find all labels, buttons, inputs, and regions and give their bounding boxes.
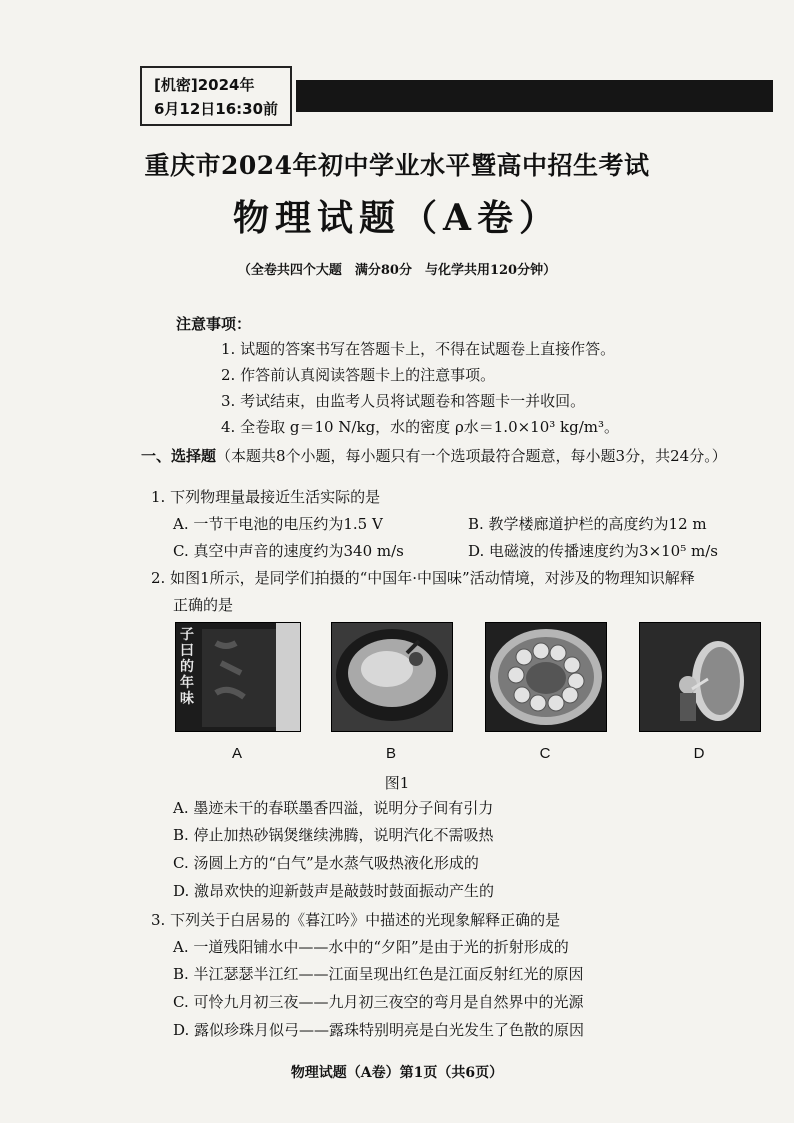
photo-label-d: D [693,745,705,762]
exam-meta: （全卷共四个大题 满分80分 与化学共用120分钟） [237,263,557,278]
photo-b-claypot [331,622,453,732]
q3-option-b: B. 半江瑟瑟半江红——江面呈现出红色是江面反射红光的原因 [173,965,584,983]
q3-option-d: D. 露似珍珠月似弓——露珠特别明亮是白光发生了色散的原因 [173,1021,585,1039]
photo-d-drum [639,622,761,732]
q1-option-a: A. 一节干电池的电压约为1.5 V [173,515,383,533]
section-title: 一、选择题 [141,447,217,465]
notice-item: 2. 作答前认真阅读答题卡上的注意事项。 [221,366,496,384]
question-1-stem: 1. 下列物理量最接近生活实际的是 [151,488,381,506]
question-2-stem: 2. 如图1所示，是同学们拍摄的“中国年·中国味”活动情境，对涉及的物理知识解释 [151,569,695,587]
notice-heading: 注意事项： [176,315,252,333]
header-black-bar [296,80,773,112]
q3-option-c: C. 可怜九月初三夜——九月初三夜空的弯月是自然界中的光源 [173,993,584,1011]
exam-title: 重庆市2024年初中学业水平暨高中招生考试 [144,151,650,180]
photo-label-b: B [385,745,396,762]
question-2-stem-cont: 正确的是 [173,596,234,614]
notice-item: 1. 试题的答案书写在答题卡上，不得在试题卷上直接作答。 [221,340,616,358]
confidential-line-1: [机密]2024年 [154,76,255,94]
q1-option-d: D. 电磁波的传播速度约为3×10⁵ m/s [468,542,718,560]
q2-option-b: B. 停止加热砂锅煲继续沸腾，说明汽化不需吸热 [173,826,494,844]
q1-option-b: B. 教学楼廊道护栏的高度约为12 m [468,515,707,533]
q2-option-a: A. 墨迹未干的春联墨香四溢，说明分子间有引力 [173,799,494,817]
photo-label-c: C [539,745,551,762]
couplet-text: 子曰的年味 [180,627,194,707]
photo-label-a: A [231,745,242,762]
question-3-stem: 3. 下列关于白居易的《暮江吟》中描述的光现象解释正确的是 [151,911,561,929]
page-footer: 物理试题（A卷）第1页（共6页） [290,1065,504,1081]
q2-option-c: C. 汤圆上方的“白气”是水蒸气吸热液化形成的 [173,854,479,872]
photo-a-couplet [175,622,301,732]
photo-c-tangyuan [485,622,607,732]
section-description: （本题共8个小题，每小题只有一个选项最符合题意，每小题3分，共24分。） [216,447,727,465]
notice-item: 4. 全卷取 g＝10 N/kg，水的密度 ρ水＝1.0×10³ kg/m³。 [221,418,620,436]
figure-caption: 图1 [384,774,410,792]
notice-item: 3. 考试结束，由监考人员将试题卷和答题卡一并收回。 [221,392,586,410]
subject-title: 物理试题（A卷） [233,197,561,239]
q2-option-d: D. 激昂欢快的迎新鼓声是敲鼓时鼓面振动产生的 [173,882,495,900]
q3-option-a: A. 一道残阳铺水中——水中的“夕阳”是由于光的折射形成的 [173,938,569,956]
confidential-line-2: 6月12日16:30前 [154,100,279,118]
section-heading [141,445,727,466]
q1-option-c: C. 真空中声音的速度约为340 m/s [173,542,404,560]
confidential-stamp [140,66,292,126]
